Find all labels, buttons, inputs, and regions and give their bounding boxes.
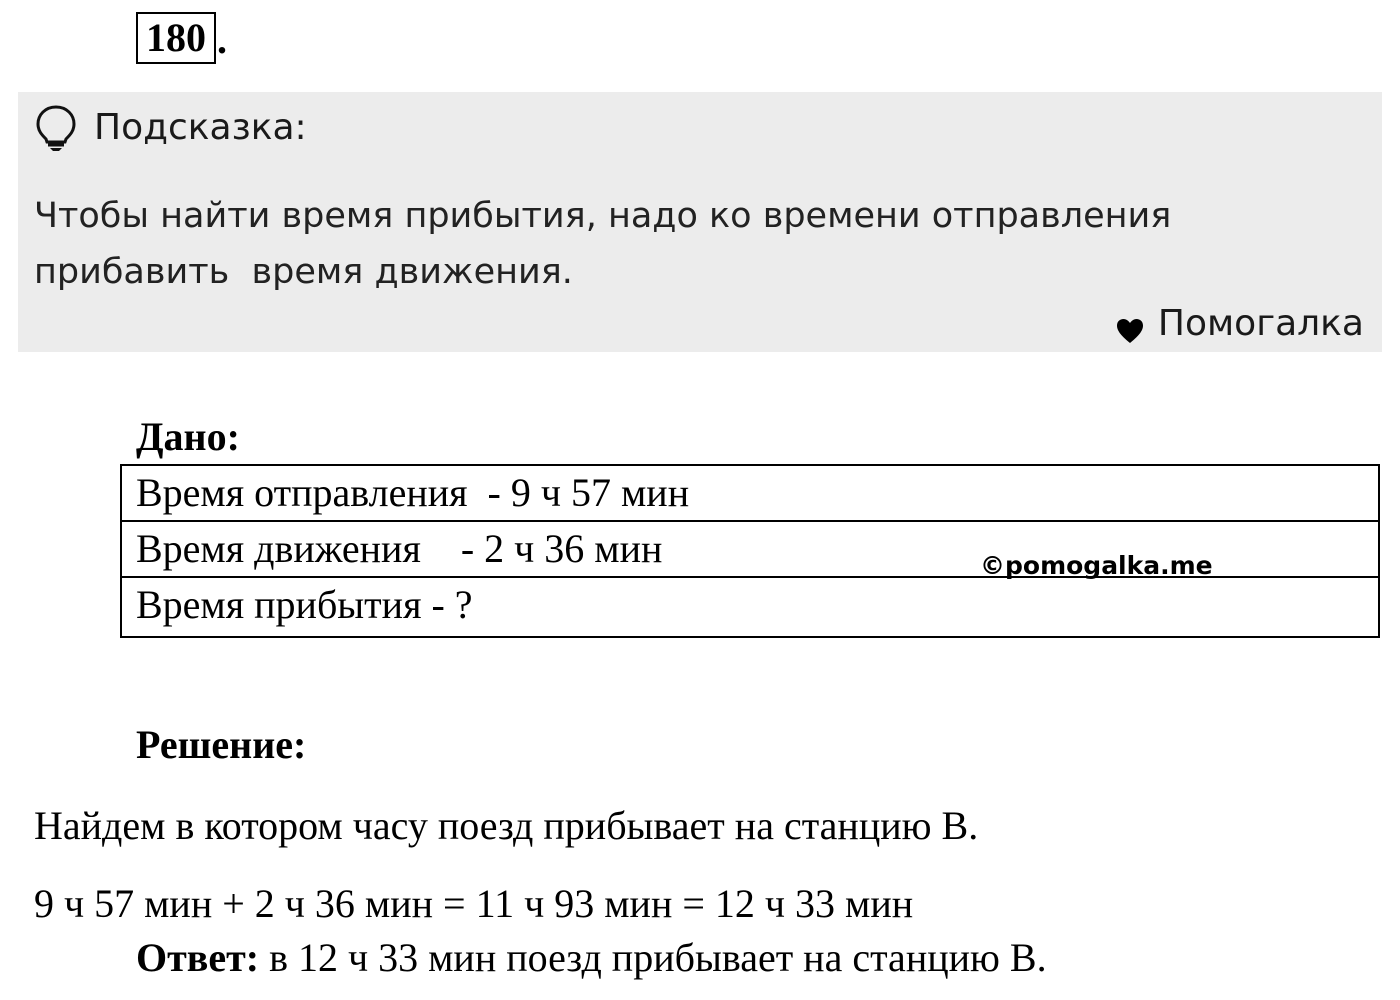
- brand: [1116, 302, 1364, 346]
- lightbulb-icon: [34, 104, 78, 152]
- task-number: [136, 14, 227, 64]
- hint-line: Чтобы найти время прибытия, надо ко времени отправления: [34, 196, 1172, 236]
- brand-name: Помогалка: [1157, 303, 1364, 344]
- hint-text: [34, 188, 1334, 300]
- solution-sentence: Найдем в котором часу поезд прибывает на станцию В.: [34, 803, 979, 848]
- answer-text: в 12 ч 33 мин поезд прибывает на станцию В.: [259, 935, 1047, 980]
- hint-header: [34, 104, 307, 152]
- hint-title: Подсказка:: [94, 107, 307, 148]
- hint-line: прибавить время движения.: [34, 252, 573, 292]
- solution-title: Решение:: [136, 722, 307, 767]
- given-row-departure: Время отправления - 9 ч 57 мин: [122, 466, 1378, 522]
- task-number-dot: .: [217, 17, 227, 62]
- given-row-arrival: Время прибытия - ?: [136, 582, 473, 627]
- given-row-travel: Время движения - 2 ч 36 мин: [122, 522, 1378, 578]
- solution-equation: 9 ч 57 мин + 2 ч 36 мин = 11 ч 93 мин = 12 ч 33 мин: [34, 881, 914, 926]
- answer-label: Ответ:: [136, 935, 260, 980]
- answer: [136, 933, 1047, 983]
- task-number-box: 180: [136, 12, 216, 64]
- heart-icon: [1116, 311, 1144, 337]
- given-title: Дано:: [136, 414, 240, 459]
- watermark: ©pomogalka.me: [980, 551, 1213, 580]
- hint-panel: [18, 92, 1382, 352]
